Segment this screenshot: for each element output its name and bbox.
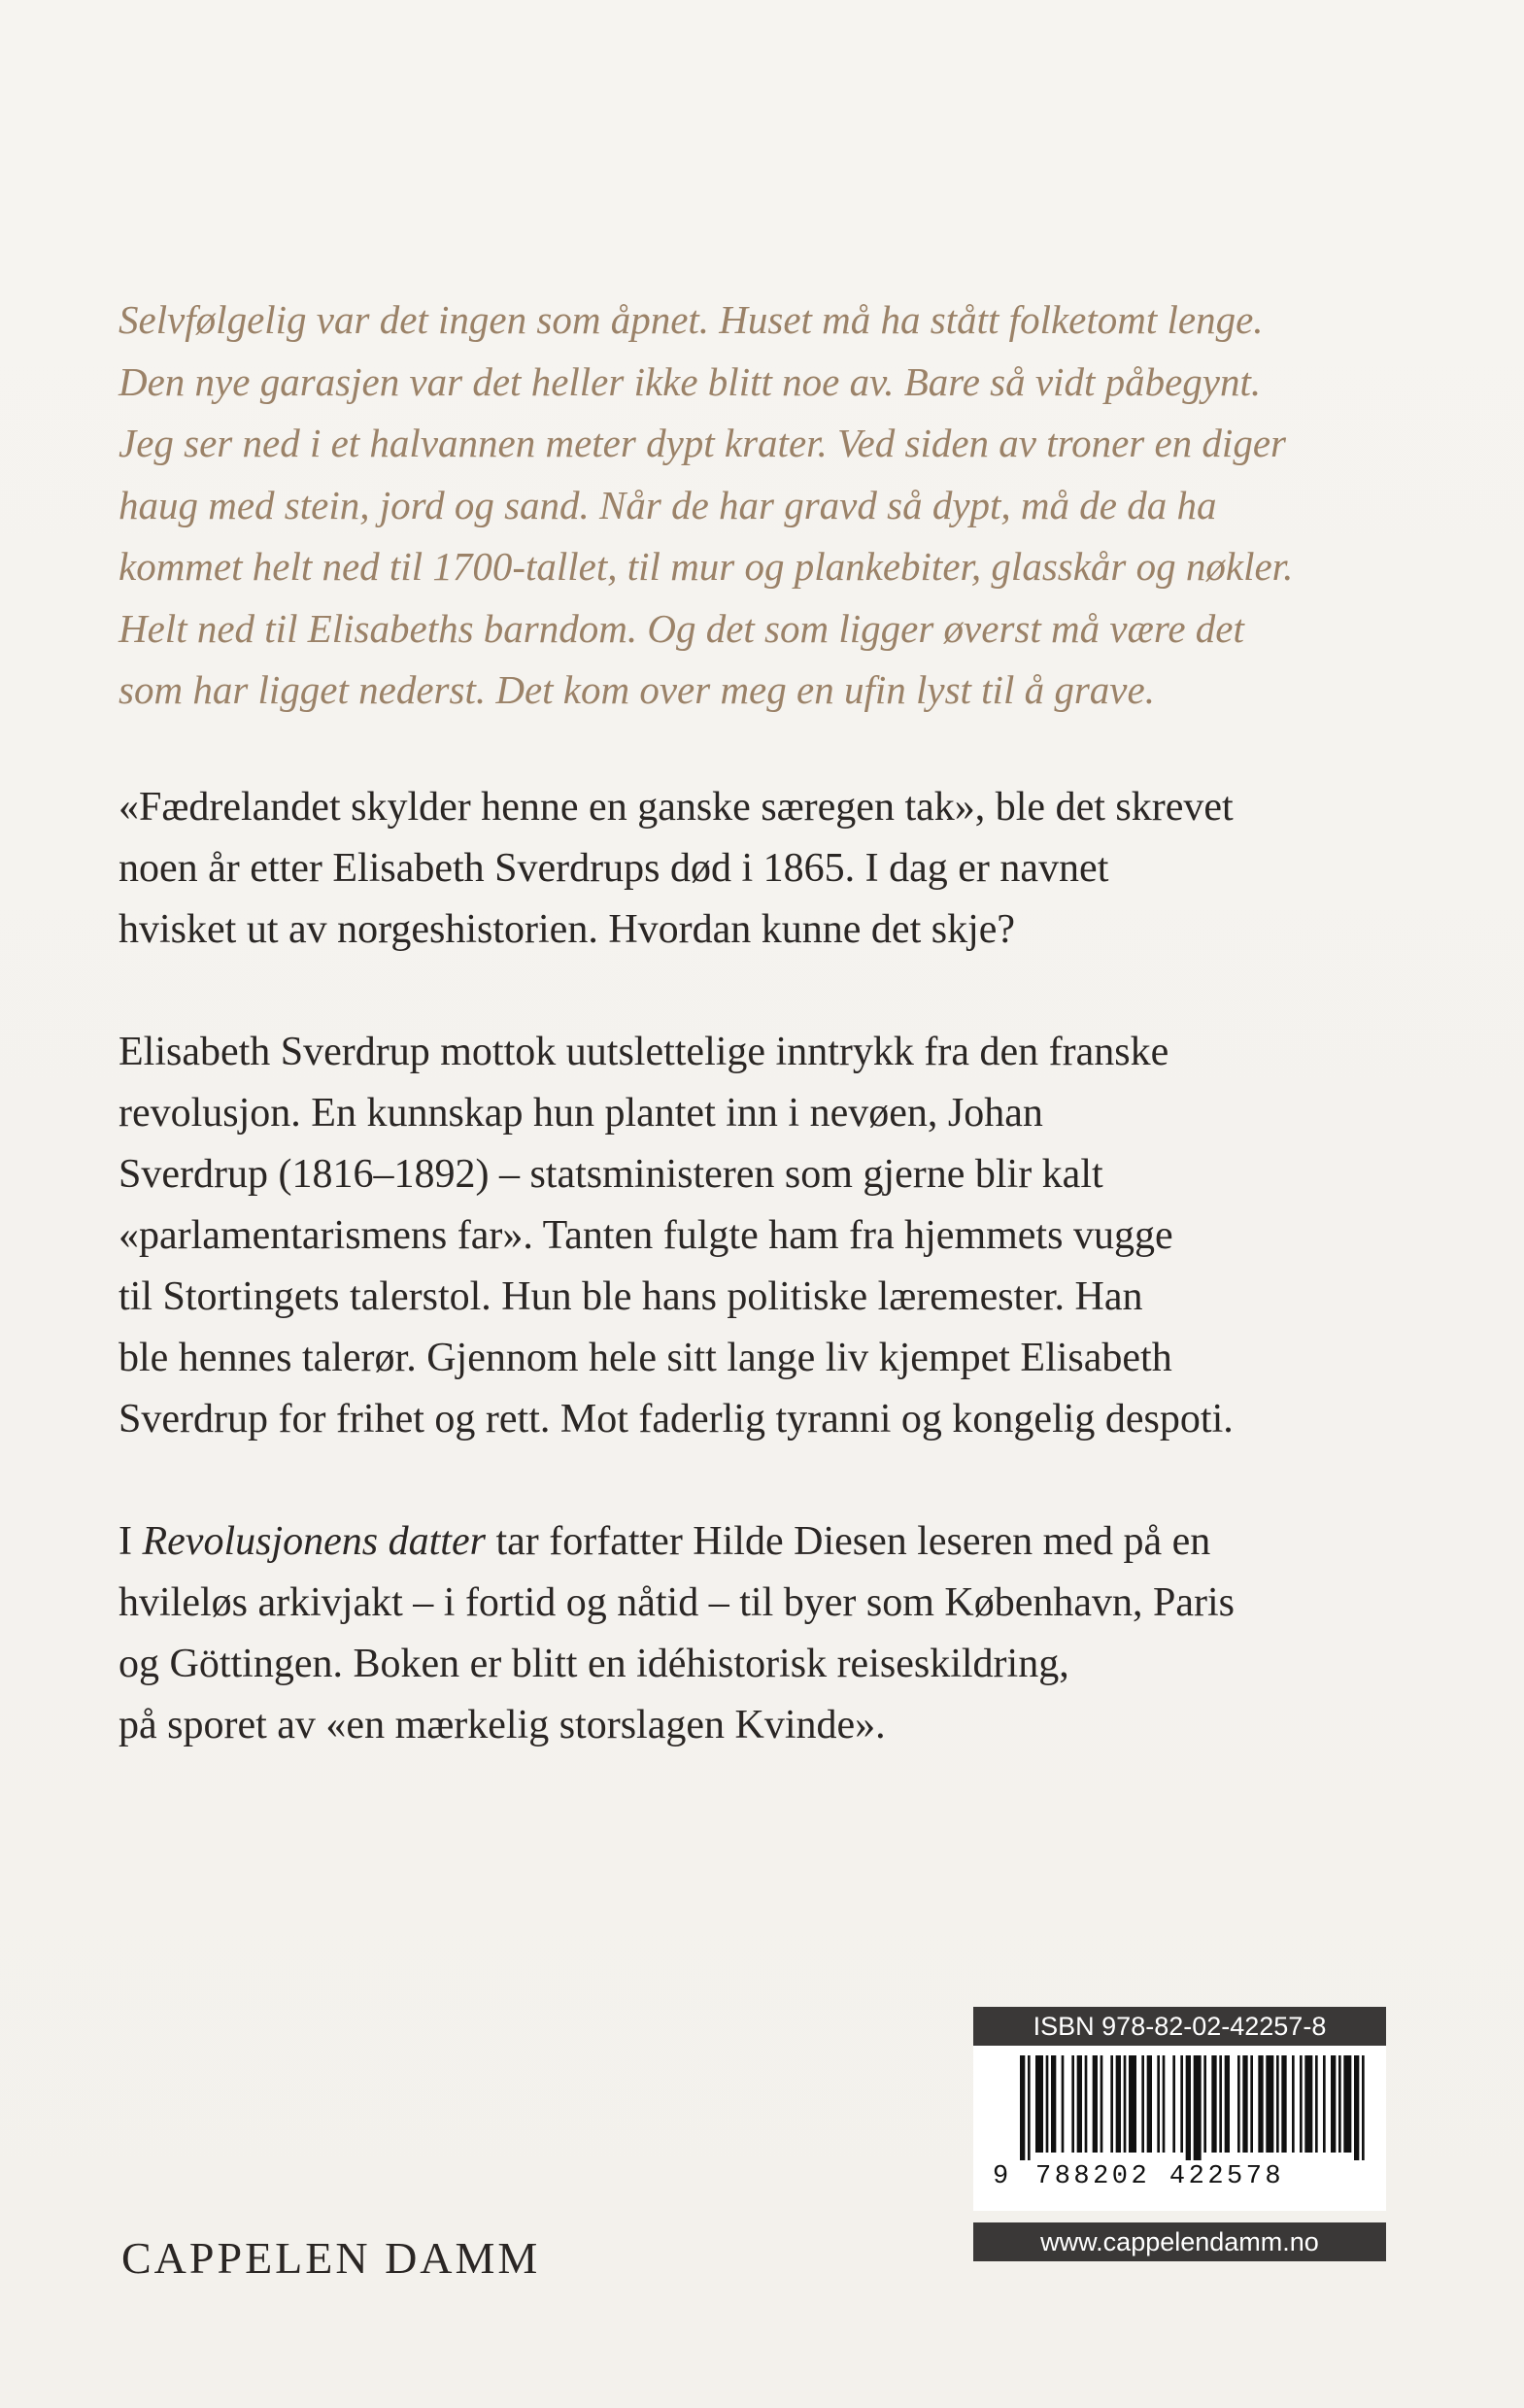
barcode-bar — [1250, 2055, 1253, 2153]
paragraph-line: Sverdrup for frihet og rett. Mot faderlig tyranni og kongelig despoti. — [119, 1397, 1234, 1441]
barcode-bar — [1028, 2055, 1031, 2160]
barcode-number: 788202 422578 — [1035, 2162, 1285, 2191]
barcode-bar — [1203, 2055, 1206, 2153]
paragraph-line: Sverdrup (1816–1892) – statsministeren som gjerne blir kalt — [119, 1152, 1103, 1197]
paragraph-line: «parlamentarismens far». Tanten fulgte ham fra hjemmets vugge — [119, 1213, 1173, 1258]
quote-line: Jeg ser ned i et halvannen meter dypt krater. Ved siden av troner en diger — [119, 421, 1286, 465]
barcode-bar — [1186, 2055, 1191, 2160]
barcode-bar — [1258, 2055, 1263, 2153]
barcode-bar — [1124, 2055, 1127, 2153]
barcode-bar — [1343, 2055, 1351, 2153]
barcode-bar — [1141, 2055, 1144, 2153]
barcode-bar — [1362, 2055, 1365, 2160]
barcode-bar — [1194, 2055, 1202, 2160]
quote-line: Helt ned til Elisabeths barndom. Og det som ligger øverst må være det — [119, 605, 1244, 651]
barcode-first-digit: 9 — [993, 2162, 1009, 2191]
quote-line: haug med stein, jord og sand. Når de har gravd så dypt, må de da ha — [119, 482, 1217, 527]
barcode-bar — [1110, 2055, 1113, 2153]
barcode-bar — [1315, 2055, 1318, 2153]
isbn-barcode-block — [973, 2007, 1386, 2211]
publisher-logo: CAPPELEN DAMM — [121, 2233, 541, 2283]
paragraph-line: ble hennes talerør. Gjennom hele sitt lange liv kjempet Elisabeth — [119, 1336, 1172, 1380]
barcode-bar — [1242, 2055, 1247, 2153]
paragraph-line: på sporet av «en mærkelig storslagen Kvinde». — [119, 1703, 886, 1747]
barcode-bar — [1276, 2055, 1279, 2153]
barcode-bar — [1225, 2055, 1230, 2153]
excerpt-quote — [119, 289, 1410, 722]
paragraph-line: og Göttingen. Boken er blitt en idéhistorisk reiseskildring, — [119, 1642, 1069, 1686]
paragraph-line: hvisket ut av norgeshistorien. Hvordan kunne det skje? — [119, 907, 1016, 952]
barcode-bar — [1147, 2055, 1152, 2153]
barcode-bar — [1051, 2055, 1056, 2153]
description-paragraph-1 — [119, 777, 1420, 961]
barcode-bar — [1020, 2055, 1025, 2160]
paragraph-line: «Fædrelandet skylder henne en ganske særegen tak», ble det skrevet — [119, 785, 1234, 830]
quote-line: Selvfølgelig var det ingen som åpnet. Huset må ha stått folketomt lenge. — [119, 297, 1264, 342]
description-paragraph-2 — [119, 1022, 1420, 1450]
barcode-bar — [1338, 2055, 1341, 2153]
barcode-bar — [1101, 2055, 1103, 2153]
barcode-bar — [1281, 2055, 1286, 2153]
barcode-bar — [1129, 2055, 1136, 2153]
barcode-bar — [1172, 2055, 1175, 2153]
paragraph-line: revolusjon. En kunnskap hun plantet inn i nevøen, Johan — [119, 1091, 1043, 1136]
quote-line: som har ligget nederst. Det kom over meg en ufin lyst til å grave. — [119, 667, 1155, 712]
paragraph-line: til Stortingets talerstol. Hun ble hans politiske læremester. Han — [119, 1274, 1143, 1319]
paragraph-line — [119, 1511, 1420, 1573]
paragraph-text: tar forfatter Hilde Diesen leseren med på en — [485, 1519, 1211, 1564]
quote-line: kommet helt ned til 1700-tallet, til mur og plankebiter, glasskår og nøkler. — [119, 544, 1294, 589]
barcode-bar — [1163, 2055, 1166, 2153]
barcode-bar — [1062, 2055, 1065, 2153]
barcode-bar — [1354, 2055, 1359, 2160]
barcode-bar — [1292, 2055, 1295, 2153]
barcode-bar — [1266, 2055, 1273, 2153]
barcode-bar — [1085, 2055, 1088, 2153]
barcode-bar — [1046, 2055, 1049, 2153]
barcode-bar — [1219, 2055, 1222, 2153]
description-paragraph-3 — [119, 1511, 1420, 1756]
publisher-url: www.cappelendamm.no — [973, 2222, 1386, 2261]
barcode-bar — [1093, 2055, 1098, 2153]
barcode — [1020, 2055, 1370, 2160]
barcode-digits — [987, 2162, 1385, 2191]
barcode-bar — [1157, 2055, 1160, 2153]
barcode-bar — [1071, 2055, 1074, 2153]
paragraph-line: noen år etter Elisabeth Sverdrups død i 1865. I dag er navnet — [119, 846, 1109, 891]
paragraph-line: hvileløs arkivjakt – i fortid og nåtid – til byer som København, Paris — [119, 1580, 1235, 1625]
barcode-bar — [1331, 2055, 1336, 2153]
barcode-bar — [1323, 2055, 1326, 2153]
isbn-label: ISBN 978-82-02-42257-8 — [973, 2007, 1386, 2046]
paragraph-line: Elisabeth Sverdrup mottok uutslettelige inntrykk fra den franske — [119, 1030, 1169, 1074]
barcode-bar — [1116, 2055, 1121, 2153]
paragraph-text: I — [119, 1519, 143, 1564]
book-title: Revolusjonens datter — [142, 1519, 486, 1564]
barcode-bar — [1035, 2055, 1043, 2153]
barcode-bar — [1180, 2055, 1183, 2153]
barcode-bar — [1304, 2055, 1312, 2153]
barcode-bar — [1237, 2055, 1240, 2153]
barcode-bar — [1211, 2055, 1216, 2153]
barcode-bar — [1077, 2055, 1082, 2153]
quote-line: Den nye garasjen var det heller ikke blitt noe av. Bare så vidt påbegynt. — [119, 358, 1262, 404]
barcode-bar — [1300, 2055, 1303, 2153]
